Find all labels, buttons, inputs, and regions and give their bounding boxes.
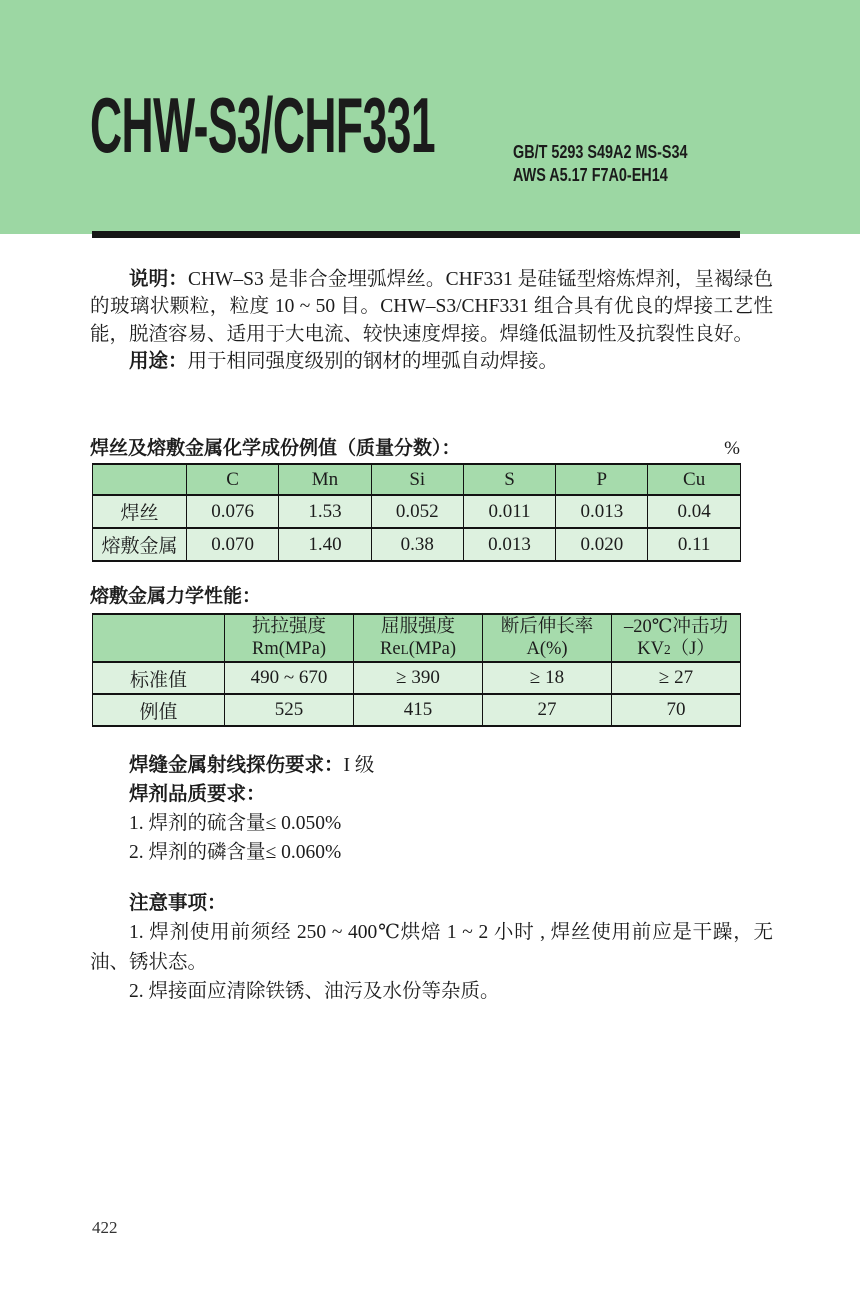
table-cell: 0.020 xyxy=(556,528,648,561)
table-cell: ≥ 18 xyxy=(483,662,612,694)
description-label: 说明： xyxy=(129,268,188,290)
intro-section xyxy=(90,266,773,375)
usage-label: 用途： xyxy=(129,349,188,372)
symbol-pre: KV xyxy=(637,638,664,659)
chem-header-cu: Cu xyxy=(648,464,740,495)
mech-header-empty xyxy=(93,614,225,662)
mech-header-impact xyxy=(612,614,741,662)
usage-text: 用于相同强度级别的钢材的埋弧自动焊接。 xyxy=(187,350,559,372)
mech-header-line1: 抗拉强度 xyxy=(251,616,326,637)
table-cell: 0.011 xyxy=(463,495,555,528)
table-cell: 0.04 xyxy=(648,495,740,528)
table-cell: 0.076 xyxy=(187,495,279,528)
mech-header-line2 xyxy=(225,638,353,661)
mech-table-caption: 熔敷金属力学性能： xyxy=(90,586,262,607)
table-cell: 0.052 xyxy=(371,495,463,528)
table-row xyxy=(93,528,741,561)
symbol-sub: 2 xyxy=(663,641,671,657)
table-row xyxy=(93,694,741,726)
header-rule xyxy=(92,231,740,238)
symbol-pre: A(%) xyxy=(526,638,568,659)
chem-table-unit: % xyxy=(724,438,740,459)
flux-requirement-item: 2. 焊剂的磷含量≤ 0.060% xyxy=(129,842,342,863)
chem-header-c: C xyxy=(187,464,279,495)
mech-header-line2 xyxy=(612,638,740,661)
mech-header-line2 xyxy=(354,638,482,661)
flux-requirement-item: 1. 焊剂的硫含量≤ 0.050% xyxy=(129,813,342,834)
chem-row-label: 熔敷金属 xyxy=(93,528,187,561)
mech-header-line1: –20℃冲击功 xyxy=(624,616,728,637)
radiography-line xyxy=(90,751,773,780)
standard-aws: AWS A5.17 F7A0-EH14 xyxy=(513,165,668,185)
standards-block xyxy=(513,141,687,187)
note-item: 2. 焊接面应清除铁锈、油污及水份等杂质。 xyxy=(129,980,500,1002)
mechanical-properties-table xyxy=(92,613,741,727)
usage-paragraph xyxy=(90,348,773,375)
symbol-post: （J） xyxy=(670,638,715,659)
symbol-sub: L xyxy=(400,641,409,657)
table-cell: 415 xyxy=(354,694,483,726)
chem-row-label: 焊丝 xyxy=(93,495,187,528)
product-title: CHW-S3/CHF331 xyxy=(90,81,435,169)
chem-header-mn: Mn xyxy=(279,464,371,495)
table-row xyxy=(93,495,741,528)
chem-header-empty xyxy=(93,464,187,495)
notes-section xyxy=(90,889,773,1006)
requirements-section xyxy=(90,751,773,867)
description-text: CHW–S3 是非合金埋弧焊丝。CHF331 是硅锰型熔炼焊剂，呈褐绿色的玻璃状颗粒，粒度 10 ~ 50 目。CHW–S3/CHF331 组合具有优良的焊接工艺性能，脱渣容易、适用于大电流、较快速度焊接。焊缝低温韧性及抗裂性良好。 xyxy=(90,269,773,345)
standard-gbt: GB/T 5293 S49A2 MS-S34 xyxy=(513,142,688,162)
flux-quality-label: 焊剂品质要求： xyxy=(129,783,266,805)
mech-header-row xyxy=(93,614,741,662)
table-cell: 525 xyxy=(225,694,354,726)
table-cell: 0.070 xyxy=(187,528,279,561)
table-cell: 0.013 xyxy=(556,495,648,528)
chem-composition-table xyxy=(92,463,741,562)
radiography-label: 焊缝金属射线探伤要求： xyxy=(129,754,344,776)
description-paragraph xyxy=(90,266,773,348)
notes-label: 注意事项： xyxy=(129,892,227,914)
page-number: 422 xyxy=(92,1218,118,1237)
table-cell: 1.53 xyxy=(279,495,371,528)
mech-header-line1: 屈服强度 xyxy=(380,616,455,637)
chem-header-s: S xyxy=(463,464,555,495)
mech-header-tensile xyxy=(225,614,354,662)
radiography-value: I 级 xyxy=(343,755,375,776)
mech-header-line1: 断后伸长率 xyxy=(500,616,594,637)
table-cell: 0.013 xyxy=(463,528,555,561)
symbol-pre: Rm(MPa) xyxy=(252,638,326,659)
table-row xyxy=(93,662,741,694)
table-cell: 0.38 xyxy=(371,528,463,561)
mech-header-line2 xyxy=(483,638,611,661)
mech-row-label: 标准值 xyxy=(93,662,225,694)
symbol-post: (MPa) xyxy=(408,638,456,659)
table-cell: 1.40 xyxy=(279,528,371,561)
chem-header-si: Si xyxy=(371,464,463,495)
chem-header-row xyxy=(93,464,741,495)
mech-header-elongation xyxy=(483,614,612,662)
chem-header-p: P xyxy=(556,464,648,495)
chem-table-caption: 焊丝及熔敷金属化学成份例值（质量分数）： xyxy=(90,438,461,459)
chem-table-caption-row xyxy=(90,437,740,461)
table-cell: ≥ 390 xyxy=(354,662,483,694)
note-item: 1. 焊剂使用前须经 250 ~ 400℃烘焙 1 ~ 2 小时 , 焊丝使用前应是干躁，无油、锈状态。 xyxy=(90,922,773,973)
table-cell: 490 ~ 670 xyxy=(225,662,354,694)
symbol-pre: Re xyxy=(380,638,401,659)
table-cell: 70 xyxy=(612,694,741,726)
mech-header-yield xyxy=(354,614,483,662)
table-cell: 0.11 xyxy=(648,528,740,561)
table-cell: 27 xyxy=(483,694,612,726)
mech-row-label: 例值 xyxy=(93,694,225,726)
table-cell: ≥ 27 xyxy=(612,662,741,694)
